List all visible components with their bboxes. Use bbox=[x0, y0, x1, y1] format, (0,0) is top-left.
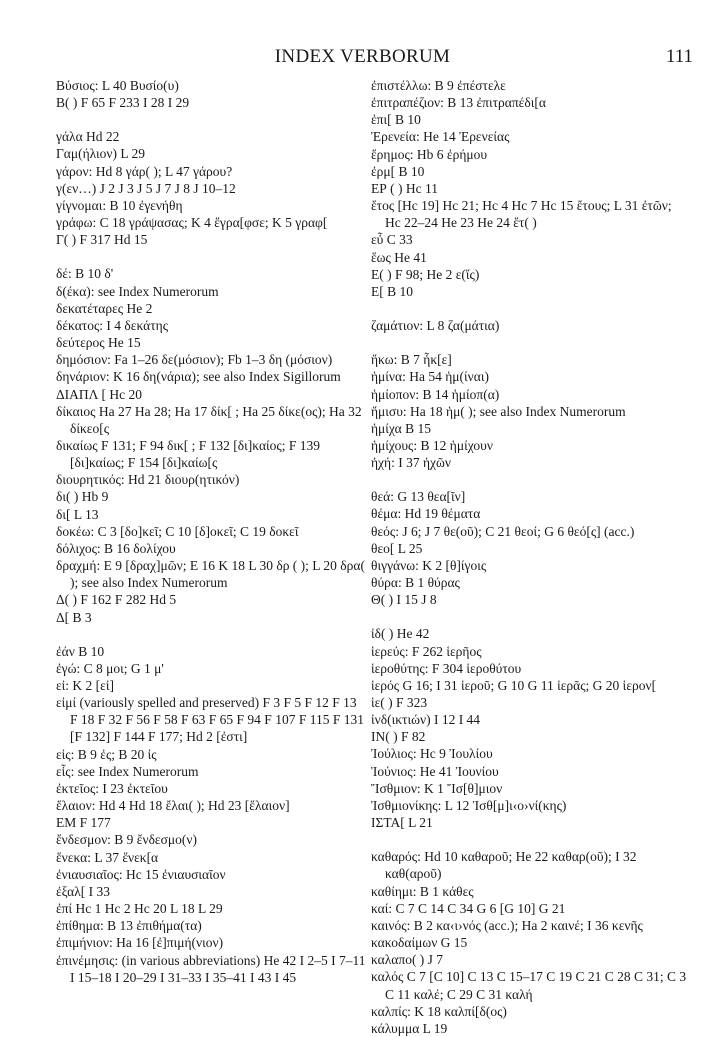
index-entry: ἔτος [Hc 19] Hc 21; Hc 4 Hc 7 Hc 15 ἔτους; L 31 ἐτῶν; Hc 22–24 He 23 He 24 ἔτ( ) bbox=[371, 198, 672, 231]
page-header bbox=[0, 42, 725, 72]
index-entry: θύρα: B 1 θύρας bbox=[371, 575, 460, 591]
index-entry: εἰμί (variously spelled and preserved) F 3 F 5 F 12 F 13 F 18 F 32 F 56 F 58 F 63 F 65 F 94 F 107 F 115 F 131 [F 132] F 144 F 177; Hd 2 [ἐστι] bbox=[56, 695, 364, 745]
index-entry: ἐγώ: C 8 μοι; G 1 μ' bbox=[56, 660, 164, 676]
index-entry: ἐνιαυσιαῖος: Hc 15 ἐνιαυσιαῖον bbox=[56, 866, 226, 882]
index-entry: ΔΙΑΠΛ [ Hc 20 bbox=[56, 386, 142, 402]
right-column bbox=[371, 77, 689, 1037]
index-entry: καί: C 7 C 14 C 34 G 6 [G 10] G 21 bbox=[371, 900, 566, 916]
index-entry: δ(έκα): see Index Numerorum bbox=[56, 283, 219, 299]
index-entry: ἰνδ(ικτιών) I 12 I 44 bbox=[371, 712, 481, 728]
index-entry: θεά: G 13 θεα[ῖν] bbox=[371, 489, 466, 505]
index-entry: δεκατέταρες He 2 bbox=[56, 300, 153, 316]
index-entry: γίγνομαι: B 10 ἐγενήθη bbox=[56, 197, 183, 213]
index-entry: Β( ) F 65 F 233 I 28 I 29 bbox=[56, 95, 190, 111]
index-entry: Δ[ B 3 bbox=[56, 609, 92, 625]
index-entry: δοκέω: C 3 [δο]κεῖ; C 10 [δ]οκεῖ; C 19 δοκεῖ bbox=[56, 523, 299, 539]
index-entry: ἕως He 41 bbox=[371, 249, 427, 265]
index-entry: ἱε( ) F 323 bbox=[371, 695, 428, 710]
index-entry: δι( ) Hb 9 bbox=[56, 489, 109, 505]
index-entry: ἐπίθημα: B 13 ἐπιθήμα(τα) bbox=[56, 918, 202, 934]
index-entry: καλός C 7 [C 10] C 13 C 15–17 C 19 C 21 C 28 C 31; C 3 C 11 καλέ; C 29 C 31 καλή bbox=[371, 969, 687, 1002]
index-entry: ΙΝ( ) F 82 bbox=[371, 729, 426, 745]
index-entry: κάλυμμα L 19 bbox=[371, 1020, 448, 1036]
left-column bbox=[56, 77, 366, 986]
index-entry: δόλιχος: B 16 δολίχου bbox=[56, 540, 176, 556]
index-entry: ἰδ( ) He 42 bbox=[371, 626, 430, 642]
index-entry: καινός: B 2 κα‹ι›νός (acc.); Ha 2 καινέ; I 36 κενῆς bbox=[371, 917, 643, 933]
index-entry: καλπίς: K 18 καλπί[δ(ος) bbox=[371, 1003, 507, 1019]
index-entry: ΕΡ ( ) Hc 11 bbox=[371, 180, 438, 196]
section-gap bbox=[371, 300, 689, 317]
index-entry: κακοδαίμων G 15 bbox=[371, 935, 468, 951]
section-gap bbox=[56, 248, 366, 265]
section-gap bbox=[371, 831, 689, 848]
index-entry: ἐρμ[ B 10 bbox=[371, 163, 425, 179]
section-gap bbox=[371, 608, 689, 625]
index-entry: ἱερεύς: F 262 ἱερῆος bbox=[371, 643, 482, 659]
index-entry: δεύτερος He 15 bbox=[56, 335, 141, 351]
index-entry: καθίημι: B 1 κάθες bbox=[371, 883, 474, 899]
index-entry: εἷς: see Index Numerorum bbox=[56, 763, 199, 779]
index-entry: ἠχή: I 37 ἠχῶν bbox=[371, 455, 452, 471]
index-entry: δέ: B 10 δ' bbox=[56, 266, 114, 282]
index-entry: δι[ L 13 bbox=[56, 506, 99, 522]
index-entry: ἥμισυ: Ha 18 ἡμ( ); see also Index Numerorum bbox=[371, 403, 626, 419]
index-entry: Ἰούνιος: He 41 Ἰουνίου bbox=[371, 763, 499, 779]
index-entry: Ε[ B 10 bbox=[371, 283, 413, 299]
index-entry: ἱερός G 16; I 31 ἱεροῦ; G 10 G 11 ἱερᾶς; G 20 ἱερον[ bbox=[371, 677, 657, 693]
index-entry: θεο[ L 25 bbox=[371, 540, 423, 556]
section-gap bbox=[371, 471, 689, 488]
index-entry: γράφω: C 18 γράψασας; K 4 ἔγρα[φσε; K 5 γραφ[ bbox=[56, 215, 328, 231]
index-entry: δηνάριον: K 16 δη(νάρια); see also Index Sigillorum bbox=[56, 369, 341, 385]
index-entry: Γ( ) F 317 Hd 15 bbox=[56, 232, 148, 248]
index-entry: ἔνδεσμον: B 9 ἔνδεσμο(ν) bbox=[56, 832, 197, 848]
index-entry: γάρον: Hd 8 γάρ( ); L 47 γάρου? bbox=[56, 163, 233, 179]
index-entry: Ε( ) F 98; He 2 ε(ἴς) bbox=[371, 266, 480, 282]
index-entry: καθαρός: Hd 10 καθαροῦ; He 22 καθαρ(οῦ); I 32 καθ(αροῦ) bbox=[371, 849, 637, 882]
index-entry: Γαμ(ήλιον) L 29 bbox=[56, 146, 146, 162]
running-title: INDEX VERBORUM bbox=[274, 46, 451, 67]
index-entry: δημόσιον: Fa 1–26 δε(μόσιον); Fb 1–3 δη (μόσιον) bbox=[56, 352, 333, 368]
index-entry: δραχμή: E 9 [δραχ]μῶν; E 16 K 18 L 30 δρ ( ); L 20 δρα( ); see also Index Numerorum bbox=[56, 558, 365, 591]
index-entry: ἥκω: B 7 ἧκ[ε] bbox=[371, 352, 452, 368]
index-entry: δέκατος: I 4 δεκάτης bbox=[56, 317, 169, 333]
index-entry: ἔλαιον: Hd 4 Hd 18 ἔλαι( ); Hd 23 [ἔλαιον] bbox=[56, 798, 290, 814]
index-entry: ἡμίνα: Ha 54 ἡμ(ίναι) bbox=[371, 369, 489, 385]
index-entry: ζαμάτιον: L 8 ζα(μάτια) bbox=[371, 318, 500, 334]
index-entry: Βύσιος: L 40 Βυσίο(υ) bbox=[56, 78, 179, 93]
index-entry: ἔρημος: Hb 6 ἐρήμου bbox=[371, 146, 488, 162]
index-entry: ἡμίχους: B 12 ἡμίχουν bbox=[371, 437, 493, 453]
index-entry: ἐπί Hc 1 Hc 2 Hc 20 L 18 L 29 bbox=[56, 901, 223, 917]
index-entry: γάλα Hd 22 bbox=[56, 129, 120, 145]
index-entry: θιγγάνω: K 2 [θ]ίγοις bbox=[371, 557, 487, 573]
index-entry: ἐκτεῖος: I 23 ἐκτεῖου bbox=[56, 780, 168, 796]
index-entry: εἰ: K 2 [εἰ] bbox=[56, 678, 114, 693]
index-entry: Δ( ) F 162 F 282 Hd 5 bbox=[56, 592, 177, 608]
index-entry: ἐπι[ B 10 bbox=[371, 112, 421, 128]
index-entry: ἡμίχα B 15 bbox=[371, 420, 431, 436]
index-entry: καλαπο( ) J 7 bbox=[371, 952, 444, 968]
section-gap bbox=[371, 334, 689, 351]
index-entry: γ(εν…) J 2 J 3 J 5 J 7 J 8 J 10–12 bbox=[56, 180, 236, 196]
index-entry: Ἰσθμιονίκης: L 12 Ἰσθ[μ]ι‹ο›νί(κης) bbox=[371, 797, 567, 813]
index-entry: Ἴσθμιον: K 1 Ἴσ[θ]μιον bbox=[371, 780, 503, 796]
index-entry: ἐπιτραπέζιον: B 13 ἐπιτραπέδι[α bbox=[371, 95, 546, 111]
index-entry: ΕΜ F 177 bbox=[56, 815, 111, 831]
index-entry: ἐπιστέλλω: B 9 ἐπέστελε bbox=[371, 78, 506, 93]
index-entry: ἕνεκα: L 37 ἕνεκ[α bbox=[56, 849, 159, 865]
index-entry: εὖ C 33 bbox=[371, 232, 413, 248]
index-entry: ἐπινέμησις: (in various abbreviations) He 42 I 2–5 I 7–11 I 15–18 I 20–29 I 31–33 I 35–41 I 43 I 45 bbox=[56, 952, 366, 985]
index-entry: ἱεροθύτης: F 304 ἱεροθύτου bbox=[371, 660, 522, 676]
index-entry: δικαίως F 131; F 94 δικ[ ; F 132 [δι]καίος; F 139 [δι]καίως; F 154 [δι]καίω[ς bbox=[56, 437, 321, 471]
index-entry: ΙΣΤΑ[ L 21 bbox=[371, 815, 433, 831]
index-entry: ἐάν B 10 bbox=[56, 643, 105, 659]
index-entry: θεός: J 6; J 7 θε(οῦ); C 21 θεοί; G 6 θεό[ς] (acc.) bbox=[371, 523, 635, 539]
section-gap bbox=[56, 111, 366, 128]
index-entry: Ἰούλιος: Hc 9 Ἰουλίου bbox=[371, 746, 493, 762]
index-entry: δίκαιος Ha 27 Ha 28; Ha 17 δίκ[ ; Ha 25 δίκε(ος); Ha 32 δίκεο[ς bbox=[56, 403, 362, 436]
index-entry: θέμα: Hd 19 θέματα bbox=[371, 506, 481, 522]
index-entry: εἰς: B 9 ἐς; B 20 ἰς bbox=[56, 746, 157, 762]
index-entry: ἐξαλ[ I 33 bbox=[56, 883, 111, 899]
index-entry: Ἐρενεία: He 14 Ἐρενείας bbox=[371, 129, 510, 145]
index-entry: Θ( ) I 15 J 8 bbox=[371, 592, 437, 608]
section-gap bbox=[56, 626, 366, 643]
index-entry: ἐπιμήνιον: Ha 16 [ἐ]πιμή(νιον) bbox=[56, 935, 224, 951]
page-number: 111 bbox=[665, 46, 693, 67]
index-entry: ἡμίοπον: B 14 ἡμίοπ(α) bbox=[371, 386, 500, 402]
index-entry: διουρητικός: Hd 21 διουρ(ητικόν) bbox=[56, 472, 240, 488]
